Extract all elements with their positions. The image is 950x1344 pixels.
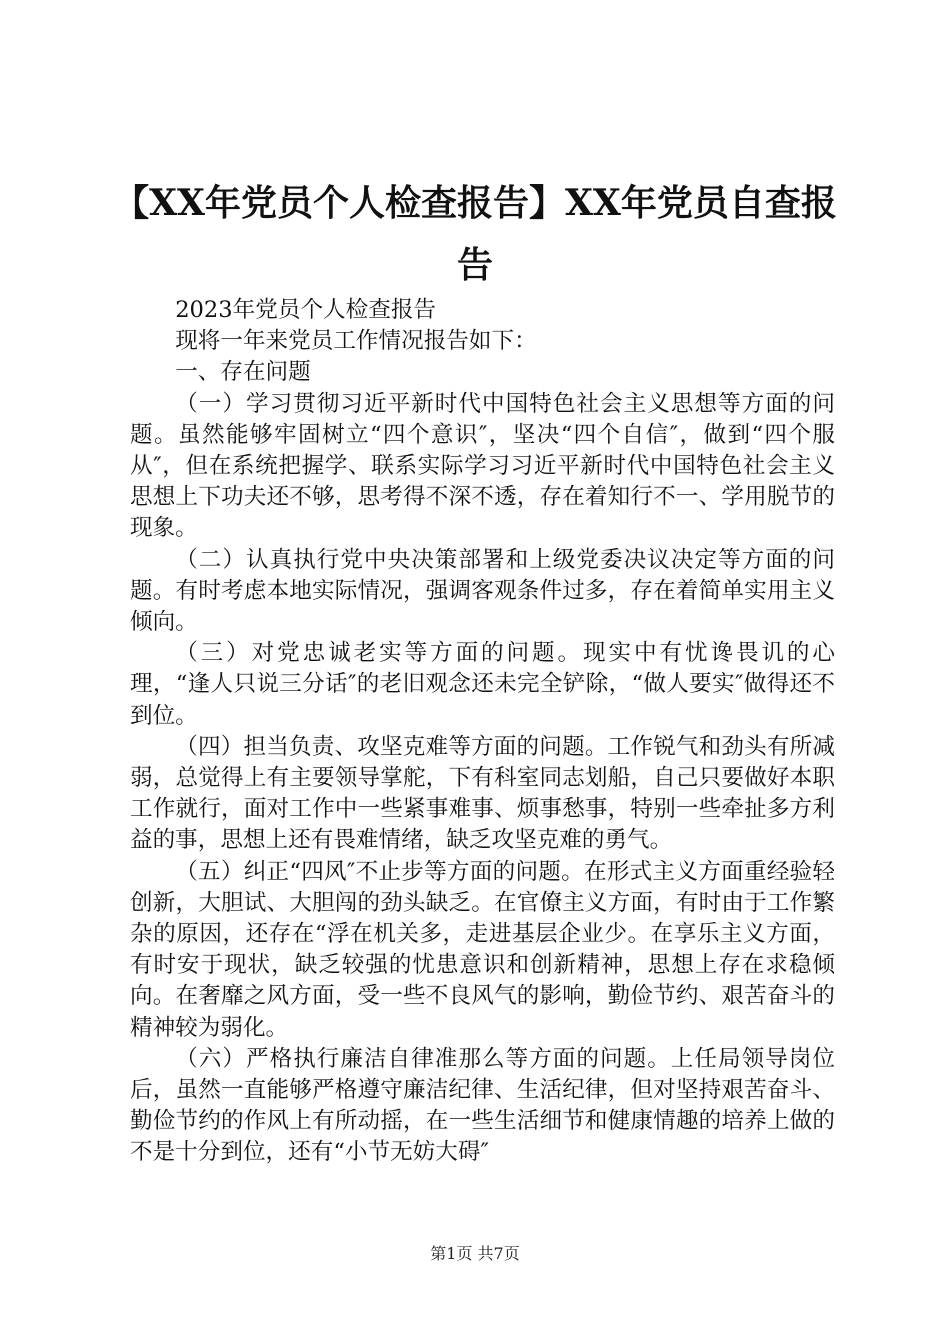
title-line-1: 【XX年党员个人检查报告】XX年党员自查报: [113, 182, 837, 224]
intro-paragraph: 现将一年来党员工作情况报告如下：: [175, 328, 537, 355]
document-body: [130, 295, 835, 1169]
paragraph-3: （三）对党忠诚老实等方面的问题。现实中有忧谗畏讥的心理，“逢人只说三分话″的老旧观念还未完全铲除，“做人要实″做得还不到位。: [130, 640, 835, 729]
title-line-2: 告: [456, 244, 493, 286]
paragraph-1: （一）学习贯彻习近平新时代中国特色社会主义思想等方面的问题。虽然能够牢固树立“四个意识″，坚决“四个自信″，做到“四个服从″，但在系统把握学、联系实际学习习近平新时代中国特色社会主义思想上下功夫还不够，思考得不深不透，存在着知行不一、学用脱节的现象。: [130, 390, 835, 542]
paragraph-4: （四）担当负责、攻坚克难等方面的问题。工作锐气和劲头有所减弱，总觉得上有主要领导掌舵，下有科室同志划船，自己只要做好本职工作就行，面对工作中一些紧事难事、烦事愁事，特别一些牵扯多方利益的事，思想上还有畏难情绪，缺乏攻坚克难的勇气。: [130, 733, 835, 854]
paragraph-5: （五）纠正“四风″不止步等方面的问题。在形式主义方面重经验轻创新，大胆试、大胆闯的劲头缺乏。在官僚主义方面，有时由于工作繁杂的原因，还存在“浮在机关多，走进基层企业少。在享乐主义方面，有时安于现状，缺乏较强的忧患意识和创新精神，思想上存在求稳倾向。在奢靡之风方面，受一些不良风气的影响，勤俭节约、艰苦奋斗的精神较为弱化。: [130, 858, 835, 1041]
report-heading: 2023年党员个人检查报告: [175, 297, 437, 323]
paragraph-2: （二）认真执行党中央决策部署和上级党委决议决定等方面的问题。有时考虑本地实际情况，强调客观条件过多，存在着简单实用主义倾向。: [130, 546, 835, 636]
paragraph-6: （六）严格执行廉洁自律准那么等方面的问题。上任局领导岗位后，虽然一直能够严格遵守廉洁纪律、生活纪律，但对坚持艰苦奋斗、勤俭节约的作风上有所动摇，在一些生活细节和健康情趣的培养上做的不是十分到位，还有“小节无妨大碍″: [130, 1045, 835, 1166]
page-footer: 第1页 共7页: [430, 1244, 520, 1263]
section-heading: 一、存在问题: [175, 359, 311, 386]
document-title: [100, 172, 850, 296]
